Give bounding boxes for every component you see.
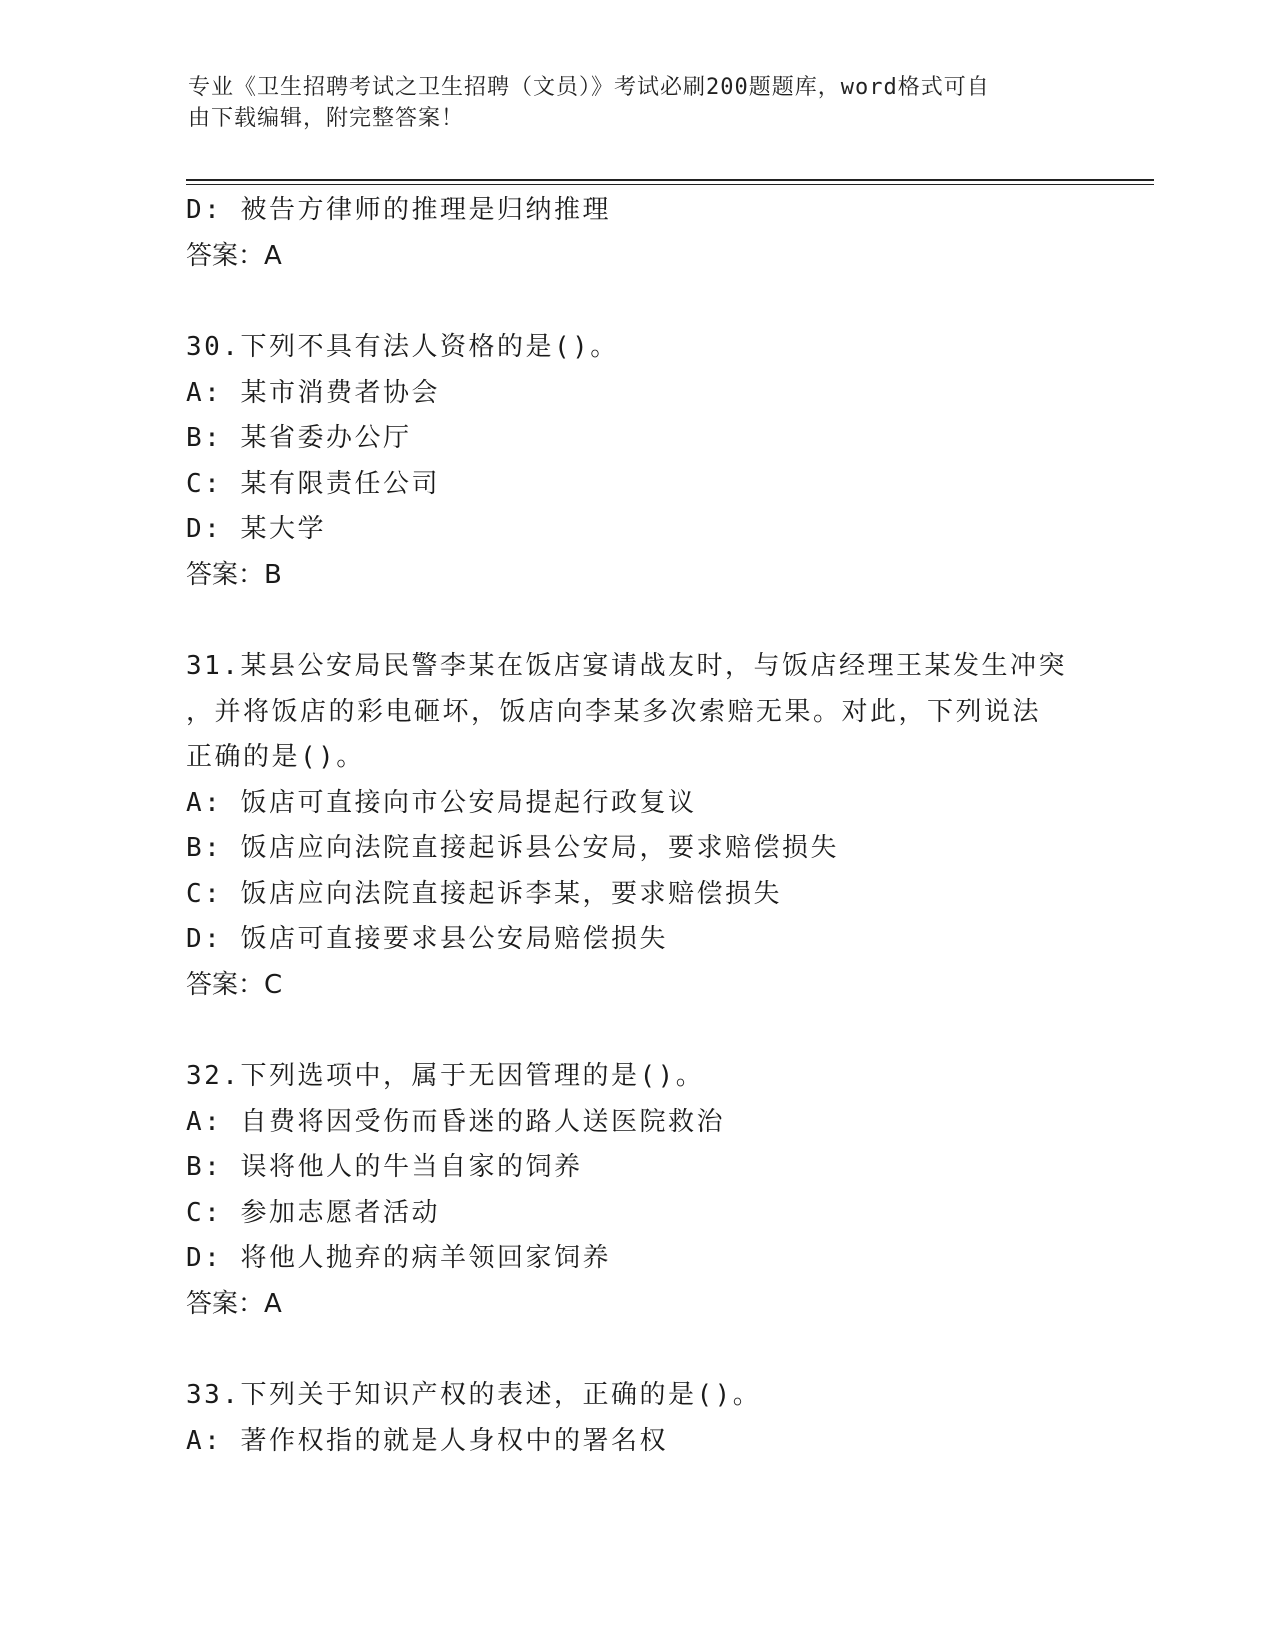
- header-rule-thick: [186, 179, 1154, 181]
- header-line-2: 由下载编辑，附完整答案！: [188, 106, 465, 131]
- option-b: B: 饭店应向法院直接起诉县公安局，要求赔偿损失: [186, 833, 839, 863]
- page-header: [188, 72, 1068, 134]
- answer-line: 答案：A: [186, 240, 282, 271]
- option-d: D: 某大学: [186, 514, 326, 544]
- spacer: [186, 1008, 1086, 1054]
- spacer: [186, 1327, 1086, 1373]
- question-stem: 正确的是()。: [186, 742, 365, 772]
- option-a: A: 自费将因受伤而昏迷的路人送医院救治: [186, 1106, 725, 1137]
- option-b: B: 误将他人的牛当自家的饲养: [186, 1152, 583, 1182]
- option-b: B: 某省委办公厅: [186, 423, 412, 453]
- option-d: D: 被告方律师的推理是归纳推理: [186, 195, 611, 225]
- answer-line: 答案：C: [186, 969, 283, 1000]
- question-body: [186, 188, 1086, 1464]
- header-line-1: 专业《卫生招聘考试之卫生招聘（文员）》考试必刷200题题库，word格式可自: [188, 75, 990, 100]
- question-stem: 32.下列选项中，属于无因管理的是()。: [186, 1061, 705, 1091]
- question-stem: 31.某县公安局民警李某在饭店宴请战友时，与饭店经理王某发生冲突: [186, 651, 1067, 681]
- question-stem: 33.下列关于知识产权的表述，正确的是()。: [186, 1380, 762, 1410]
- answer-line: 答案：B: [186, 559, 282, 590]
- option-c: C: 饭店应向法院直接起诉李某，要求赔偿损失: [186, 878, 782, 909]
- question-33: [186, 1373, 1086, 1464]
- answer-line: 答案：A: [186, 1288, 282, 1319]
- question-stem: 30.下列不具有法人资格的是()。: [186, 332, 619, 362]
- spacer: [186, 598, 1086, 644]
- spacer: [186, 279, 1086, 325]
- header-rule-thin: [186, 184, 1154, 185]
- question-30: [186, 325, 1086, 598]
- question-stem: ，并将饭店的彩电砸坏，饭店向李某多次索赔无果。对此，下列说法: [186, 696, 1042, 727]
- option-a: A: 某市消费者协会: [186, 377, 440, 408]
- option-a: A: 饭店可直接向市公安局提起行政复议: [186, 787, 697, 818]
- option-c: C: 参加志愿者活动: [186, 1197, 440, 1228]
- option-a: A: 著作权指的就是人身权中的署名权: [186, 1425, 668, 1456]
- question-32: [186, 1054, 1086, 1327]
- option-d: D: 将他人抛弃的病羊领回家饲养: [186, 1243, 611, 1273]
- option-c: C: 某有限责任公司: [186, 468, 440, 499]
- question-31: [186, 644, 1086, 1008]
- option-d: D: 饭店可直接要求县公安局赔偿损失: [186, 924, 668, 954]
